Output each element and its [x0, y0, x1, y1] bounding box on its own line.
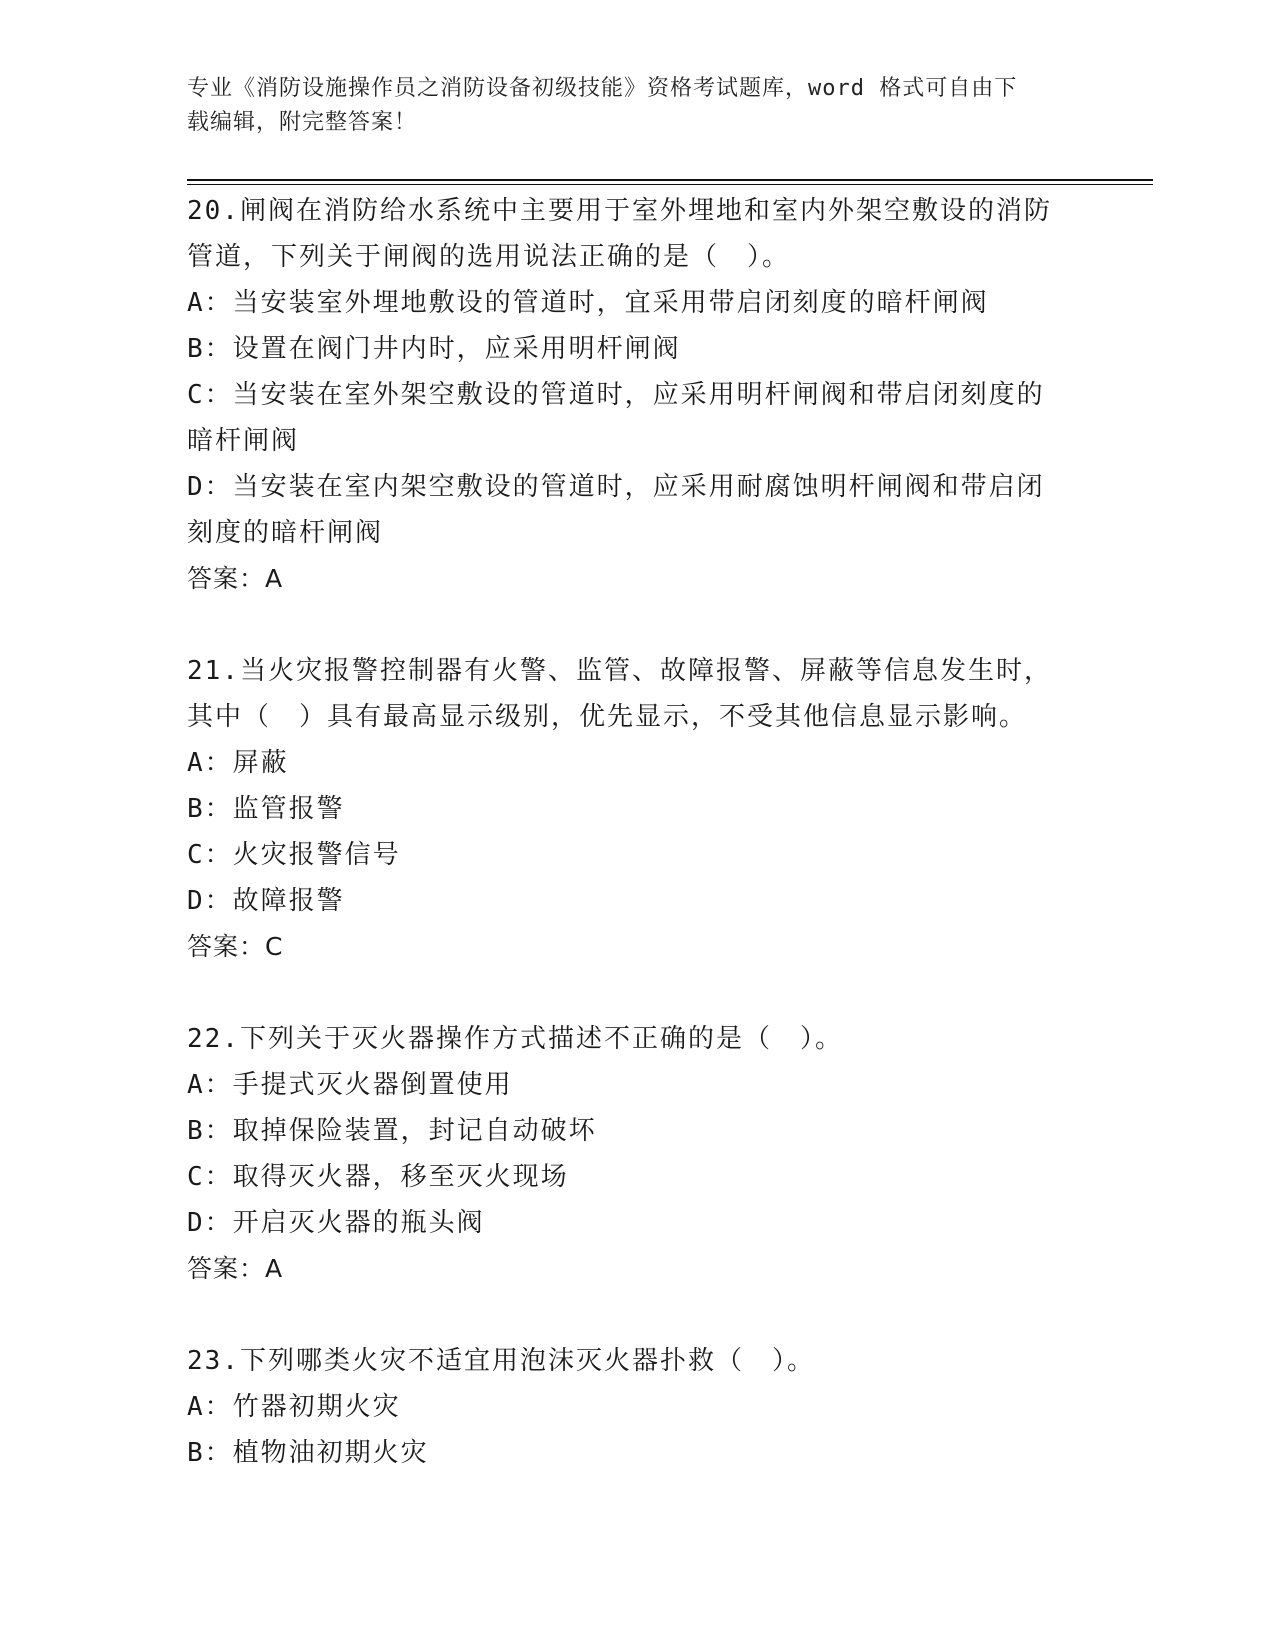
question-20	[187, 188, 1087, 602]
question-stem: 21.当火灾报警控制器有火警、监管、故障报警、屏蔽等信息发生时，	[187, 656, 1052, 686]
question-23	[187, 1338, 1087, 1476]
option-a: A：竹器初期火灾	[187, 1392, 401, 1422]
question-stem: 23.下列哪类火灾不适宜用泡沫灭火器扑救（ ）。	[187, 1346, 815, 1376]
option-b: B：设置在阀门井内时，应采用明杆闸阀	[187, 334, 681, 364]
header-divider-thin	[187, 184, 1153, 185]
option-c: C：取得灭火器，移至灭火现场	[187, 1162, 569, 1192]
option-c-continued: 暗杆闸阀	[187, 426, 300, 456]
answer: 答案：C	[187, 932, 284, 961]
answer: 答案：A	[187, 564, 284, 593]
question-stem: 22.下列关于灭火器操作方式描述不正确的是（ ）。	[187, 1024, 843, 1054]
header-divider-thick	[187, 179, 1153, 181]
question-list	[187, 188, 1087, 1522]
header-line-2: 载编辑，附完整答案！	[187, 110, 418, 135]
option-b: B：植物油初期火灾	[187, 1438, 429, 1468]
option-c: C：火灾报警信号	[187, 840, 401, 870]
option-a: A：手提式灭火器倒置使用	[187, 1070, 513, 1100]
option-d: D：开启灭火器的瓶头阀	[187, 1208, 485, 1238]
header-line-1: 专业《消防设施操作员之消防设备初级技能》资格考试题库，word 格式可自由下	[187, 76, 1018, 101]
answer: 答案：A	[187, 1254, 284, 1283]
question-stem: 管道，下列关于闸阀的选用说法正确的是（ ）。	[187, 242, 791, 272]
option-d: D：当安装在室内架空敷设的管道时，应采用耐腐蚀明杆闸阀和带启闭	[187, 472, 1045, 502]
document-header	[187, 72, 1077, 140]
option-a: A：当安装室外埋地敷设的管道时，宜采用带启闭刻度的暗杆闸阀	[187, 288, 989, 318]
question-stem: 20.闸阀在消防给水系统中主要用于室外埋地和室内外架空敷设的消防	[187, 196, 1052, 226]
question-22	[187, 1016, 1087, 1292]
option-d-continued: 刻度的暗杆闸阀	[187, 518, 384, 548]
option-c: C：当安装在室外架空敷设的管道时，应采用明杆闸阀和带启闭刻度的	[187, 380, 1045, 410]
option-d: D：故障报警	[187, 886, 345, 916]
option-b: B：取掉保险装置，封记自动破坏	[187, 1116, 597, 1146]
question-stem: 其中（ ）具有最高显示级别，优先显示，不受其他信息显示影响。	[187, 702, 1028, 732]
question-21	[187, 648, 1087, 970]
option-a: A：屏蔽	[187, 748, 289, 778]
option-b: B：监管报警	[187, 794, 345, 824]
